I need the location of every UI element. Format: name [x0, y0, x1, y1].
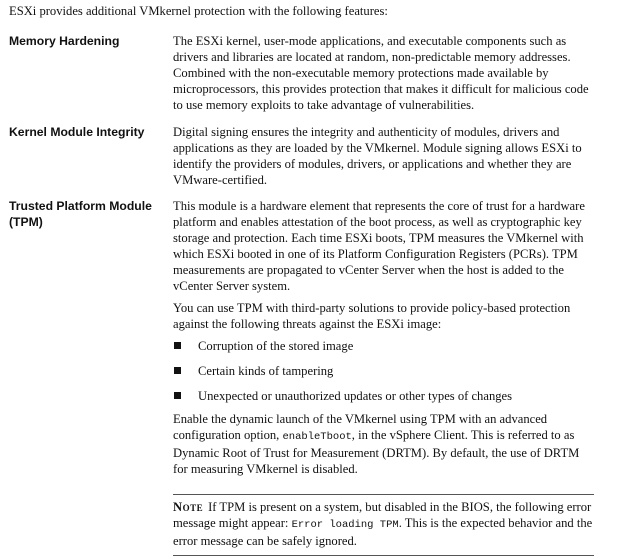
list-item: Unexpected or unauthorized updates or other types of changes	[173, 388, 597, 404]
feature-description	[173, 124, 597, 188]
config-option-code: enableTboot	[282, 431, 352, 443]
description-paragraph: Digital signing ensures the integrity and authenticity of modules, drivers and applications as they are loaded by the VMkernel. Module signing allows ESXi to identify the providers of modules, drivers, or applications and whether they are VMware-certified.	[173, 125, 582, 187]
bullet-square-icon	[174, 342, 181, 349]
bullet-square-icon	[174, 367, 181, 374]
description-paragraph: This module is a hardware element that represents the core of trust for a hardware platform and enables attestation of the boot process, as well as cryptographic key storage and protection. Each time ESXi boots, TPM measures the VMkernel with which ESXi booted in one of its Platform Configuration Registers (PCRs). TPM measurements are propagated to vCenter Server when the host is added to the vCenter Server system.	[173, 199, 585, 293]
description-paragraph: The ESXi kernel, user-mode applications, and executable components such as drivers and libraries are located at random, non-predictable memory addresses. Combined with the non-executable memory protections made available by microprocessors, this provides protection that makes it difficult for malicious code to use memory exploits to take advantage of vulnerabilities.	[173, 34, 589, 112]
error-message-code: Error loading TPM	[291, 519, 399, 531]
feature-description	[173, 198, 597, 477]
bullet-square-icon	[174, 392, 181, 399]
list-item: Certain kinds of tampering	[173, 363, 597, 379]
threat-list	[173, 338, 597, 404]
feature-term: Kernel Module Integrity	[9, 125, 145, 139]
intro-text: ESXi provides additional VMkernel protection with the following features:	[9, 4, 388, 18]
note-label: Note	[173, 500, 204, 514]
description-paragraph: Enable the dynamic launch of the VMkernel using TPM with an advanced configuration option, enableTboot, in the vSphere Client. This is referred to as Dynamic Root of Trust for Measurement (DRTM). By default, the use of DRTM for measuring VMkernel is disabled.	[173, 412, 580, 476]
description-paragraph: You can use TPM with third-party solutions to provide policy-based protection against the following threats against the ESXi image:	[173, 301, 571, 331]
feature-term: Trusted Platform Module (TPM)	[9, 199, 152, 229]
note-box: Note If TPM is present on a system, but disabled in the BIOS, the following error message might appear: Error loading TPM. This is the expected behavior and the error message can be safely ignored.	[173, 494, 594, 556]
feature-description	[173, 33, 597, 113]
feature-term: Memory Hardening	[9, 34, 120, 48]
list-item: Corruption of the stored image	[173, 338, 597, 354]
